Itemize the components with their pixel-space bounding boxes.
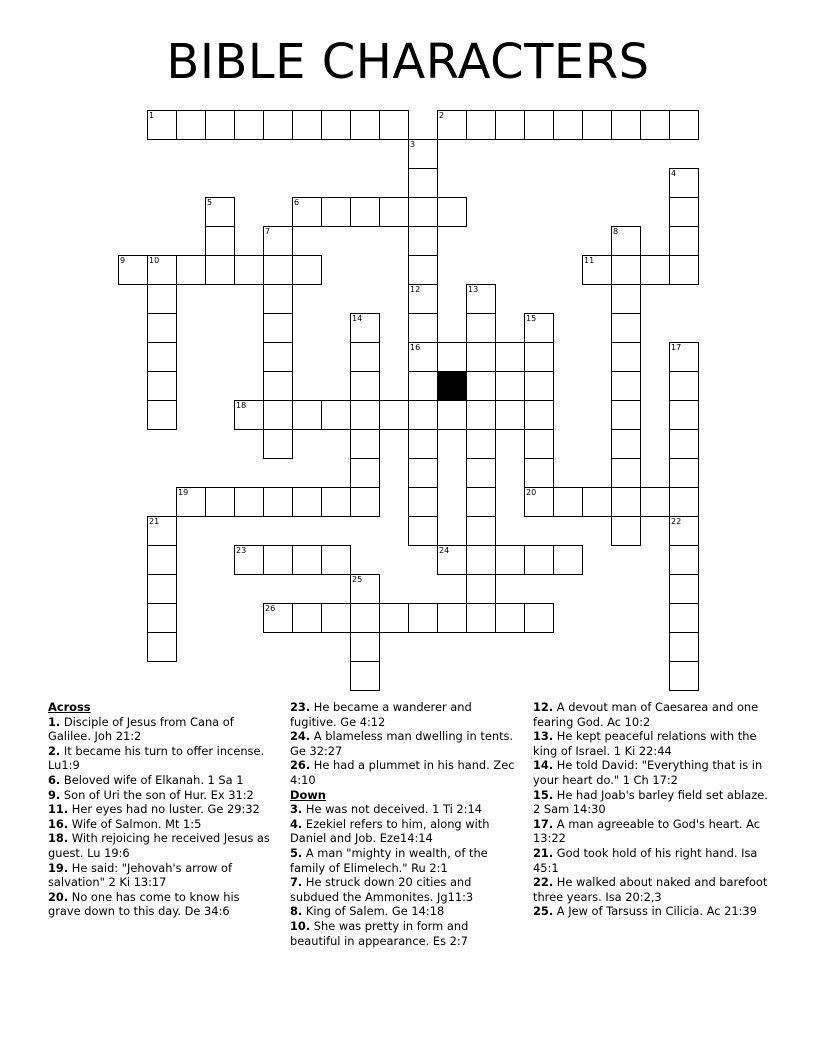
grid-cell[interactable]	[379, 110, 409, 140]
grid-cell[interactable]	[437, 342, 467, 372]
grid-cell[interactable]	[524, 429, 554, 459]
grid-cell[interactable]	[495, 545, 525, 575]
clue-item-number: 1.	[48, 714, 61, 729]
grid-cell[interactable]	[408, 255, 438, 285]
clue-item-number: 11.	[48, 802, 69, 817]
clue-number: 15	[526, 314, 537, 323]
grid-cell[interactable]	[669, 516, 699, 546]
clue-item-text: He had Joab's barley field set ablaze. 2 Sam 14:30	[533, 787, 768, 817]
grid-cell[interactable]	[437, 603, 467, 633]
clue-number: 17	[671, 343, 682, 352]
grid-cell[interactable]	[582, 110, 612, 140]
clue-item-number: 14.	[533, 758, 554, 773]
clue-item-number: 17.	[533, 816, 554, 831]
clue-item-text: He struck down 20 cities and subdued the Ammonites. Jg11:3	[290, 875, 474, 904]
grid-cell[interactable]	[669, 574, 699, 604]
grid-cell[interactable]	[495, 110, 525, 140]
clue-item-number: 25.	[533, 904, 554, 919]
grid-cell[interactable]	[611, 429, 641, 459]
clue-item-text: He kept peaceful relations with the king of Israel. 1 Ki 22:44	[533, 729, 757, 758]
grid-cell[interactable]	[292, 197, 322, 227]
grid-cell[interactable]	[408, 168, 438, 198]
clue-item-number: 3.	[290, 802, 303, 817]
clue-item	[48, 831, 273, 860]
grid-cell[interactable]	[466, 313, 496, 343]
clue-number: 21	[149, 517, 160, 526]
grid-cell[interactable]	[408, 458, 438, 488]
grid-cell[interactable]	[466, 371, 496, 401]
clue-number: 20	[526, 488, 537, 497]
clue-item-text: It became his turn to offer incense. Lu1:9	[48, 743, 265, 773]
grid-cell[interactable]	[582, 487, 612, 517]
clue-item	[290, 802, 515, 817]
grid-cell[interactable]	[582, 255, 612, 285]
clue-item	[48, 788, 273, 803]
clue-item-text: Ezekiel refers to him, along with Daniel and Job. Eze14:14	[290, 816, 490, 846]
grid-cell[interactable]	[408, 139, 438, 169]
clue-number: 1	[149, 111, 155, 120]
clue-item-number: 2.	[48, 743, 61, 758]
clue-item-number: 13.	[533, 729, 554, 744]
clue-item	[290, 817, 515, 846]
grid-cell[interactable]	[350, 429, 380, 459]
clue-item-text: A blameless man dwelling in tents. Ge 32:27	[290, 729, 514, 758]
grid-cell[interactable]	[205, 255, 235, 285]
clue-item-text: No one has come to know his grave down to this day. De 34:6	[48, 889, 240, 919]
clue-item-text: Beloved wife of Elkanah. 1 Sa 1	[60, 772, 244, 787]
grid-cell[interactable]	[669, 255, 699, 285]
grid-cell[interactable]	[292, 487, 322, 517]
clue-number: 26	[265, 604, 276, 613]
clue-item-number: 8.	[290, 904, 303, 919]
grid-cell[interactable]	[234, 487, 264, 517]
grid-cell[interactable]	[147, 371, 177, 401]
grid-cell[interactable]	[379, 603, 409, 633]
grid-cell[interactable]	[524, 400, 554, 430]
clue-item-text: A man "mighty in wealth, of the family of Elimelech." Ru 2:1	[290, 845, 488, 875]
grid-cell[interactable]	[524, 545, 554, 575]
grid-cell[interactable]	[466, 400, 496, 430]
grid-cell[interactable]	[669, 429, 699, 459]
grid-cell[interactable]	[147, 632, 177, 662]
clue-item	[290, 758, 515, 787]
grid-cell[interactable]	[640, 110, 670, 140]
grid-cell[interactable]	[466, 545, 496, 575]
clue-item	[290, 875, 515, 904]
grid-cell[interactable]	[466, 284, 496, 314]
grid-cell[interactable]	[263, 429, 293, 459]
grid-cell[interactable]	[408, 429, 438, 459]
grid-cell[interactable]	[292, 603, 322, 633]
clue-number: 11	[584, 256, 595, 265]
grid-cell[interactable]	[263, 342, 293, 372]
grid-cell[interactable]	[321, 110, 351, 140]
grid-cell[interactable]	[466, 429, 496, 459]
clue-number: 23	[236, 546, 247, 555]
grid-cell[interactable]	[495, 603, 525, 633]
clue-item	[48, 861, 273, 890]
grid-cell[interactable]	[263, 255, 293, 285]
grid-cell[interactable]	[147, 110, 177, 140]
clue-number: 18	[236, 401, 247, 410]
clue-item-text: With rejoicing he received Jesus as guest. Lu 19:6	[48, 831, 270, 860]
grid-cell[interactable]	[147, 574, 177, 604]
clue-item-number: 6.	[48, 772, 61, 787]
grid-cell[interactable]	[437, 197, 467, 227]
grid-cell[interactable]	[263, 110, 293, 140]
clue-number: 6	[294, 198, 300, 207]
clue-item-text: He walked about naked and barefoot three years. Isa 20:2,3	[533, 875, 768, 904]
grid-cell[interactable]	[524, 371, 554, 401]
grid-cell[interactable]	[292, 545, 322, 575]
clue-number: 16	[410, 343, 421, 352]
grid-cell[interactable]	[669, 661, 699, 691]
grid-cell[interactable]	[350, 661, 380, 691]
grid-cell[interactable]	[611, 342, 641, 372]
grid-cell[interactable]	[669, 458, 699, 488]
grid-cell[interactable]	[350, 487, 380, 517]
grid-cell[interactable]	[205, 197, 235, 227]
grid-cell[interactable]	[205, 226, 235, 256]
clue-item	[533, 700, 768, 729]
clue-item-number: 4.	[290, 816, 303, 831]
grid-cell[interactable]	[147, 313, 177, 343]
clue-item-text: Son of Uri the son of Hur. Ex 31:2	[60, 787, 254, 802]
clue-item	[48, 715, 273, 744]
clue-item-number: 9.	[48, 787, 61, 802]
grid-cell[interactable]	[147, 516, 177, 546]
grid-cell[interactable]	[350, 458, 380, 488]
grid-cell[interactable]	[350, 632, 380, 662]
grid-cell[interactable]	[176, 255, 206, 285]
grid-cell[interactable]	[263, 313, 293, 343]
clue-item	[290, 919, 515, 948]
clue-item-number: 22.	[533, 875, 554, 890]
clue-item-number: 21.	[533, 845, 554, 860]
grid-cell[interactable]	[611, 400, 641, 430]
clue-item	[533, 729, 768, 758]
grid-cell[interactable]	[408, 313, 438, 343]
clue-number: 25	[352, 575, 363, 584]
clue-item	[290, 904, 515, 919]
grid-cell[interactable]	[234, 545, 264, 575]
grid-cell[interactable]	[147, 284, 177, 314]
clue-number: 22	[671, 517, 682, 526]
grid-cell[interactable]	[234, 400, 264, 430]
clue-item-text: A man agreeable to God's heart. Ac 13:22	[533, 816, 761, 846]
grid-cell[interactable]	[669, 603, 699, 633]
grid-cell[interactable]	[466, 110, 496, 140]
clue-item-number: 24.	[290, 729, 311, 744]
grid-cell[interactable]	[263, 226, 293, 256]
clue-item	[48, 802, 273, 817]
clue-item-number: 5.	[290, 845, 303, 860]
clues-column-2	[290, 700, 515, 948]
grid-cell[interactable]	[437, 110, 467, 140]
grid-cell[interactable]	[147, 400, 177, 430]
grid-cell[interactable]	[466, 516, 496, 546]
grid-cell[interactable]	[234, 255, 264, 285]
clue-item-text: He told David: "Everything that is in your heart do." 1 Ch 17:2	[533, 758, 763, 787]
clue-number: 24	[439, 546, 450, 555]
grid-cell[interactable]	[611, 313, 641, 343]
grid-cell[interactable]	[524, 603, 554, 633]
clue-item-number: 18.	[48, 831, 69, 846]
clue-item-number: 10.	[290, 918, 311, 933]
grid-cell[interactable]	[669, 197, 699, 227]
grid-cell[interactable]	[350, 400, 380, 430]
grid-cell[interactable]	[466, 574, 496, 604]
clue-item-text: He became a wanderer and fugitive. Ge 4:12	[290, 700, 472, 729]
grid-cell[interactable]	[669, 342, 699, 372]
grid-cell[interactable]	[466, 603, 496, 633]
clue-item-text: Wife of Salmon. Mt 1:5	[68, 816, 202, 831]
grid-cell[interactable]	[524, 313, 554, 343]
grid-cell[interactable]	[321, 545, 351, 575]
grid-cell[interactable]	[669, 110, 699, 140]
down-heading: Down	[290, 787, 326, 802]
puzzle-title: BIBLE CHARACTERS	[166, 34, 650, 90]
grid-cell[interactable]	[669, 487, 699, 517]
grid-cell[interactable]	[379, 400, 409, 430]
clue-item	[48, 744, 273, 773]
clue-item	[533, 904, 768, 919]
grid-cell[interactable]	[611, 226, 641, 256]
grid-cell[interactable]	[669, 371, 699, 401]
grid-cell[interactable]	[350, 342, 380, 372]
clue-item	[533, 817, 768, 846]
clue-number: 9	[120, 256, 126, 265]
grid-cell[interactable]	[321, 197, 351, 227]
grid-cell[interactable]	[408, 197, 438, 227]
grid-cell[interactable]	[466, 487, 496, 517]
grid-cell[interactable]	[321, 487, 351, 517]
grid-cell[interactable]	[350, 603, 380, 633]
grid-cell[interactable]	[321, 400, 351, 430]
clue-item-text: She was pretty in form and beautiful in appearance. Es 2:7	[290, 918, 469, 948]
grid-cell[interactable]	[350, 371, 380, 401]
grid-cell[interactable]	[147, 603, 177, 633]
grid-cell[interactable]	[611, 371, 641, 401]
across-heading: Across	[48, 700, 91, 714]
clues-column-3	[533, 700, 768, 919]
clue-number: 7	[265, 227, 271, 236]
grid-cell[interactable]	[408, 371, 438, 401]
clue-item-number: 15.	[533, 787, 554, 802]
grid-cell[interactable]	[495, 400, 525, 430]
clue-item-text: Her eyes had no luster. Ge 29:32	[68, 802, 260, 817]
grid-cell[interactable]	[321, 603, 351, 633]
grid-cell[interactable]	[669, 168, 699, 198]
clue-item-text: A Jew of Tarsuss in Cilicia. Ac 21:39	[553, 904, 757, 919]
grid-cell[interactable]	[669, 400, 699, 430]
grid-cell[interactable]	[234, 110, 264, 140]
grid-cell[interactable]	[524, 487, 554, 517]
clue-item	[533, 846, 768, 875]
grid-cell[interactable]	[205, 487, 235, 517]
grid-cell[interactable]	[611, 458, 641, 488]
grid-cell[interactable]	[350, 197, 380, 227]
grid-cell[interactable]	[466, 458, 496, 488]
grid-cell[interactable]	[205, 110, 235, 140]
clue-item	[48, 773, 273, 788]
clue-number: 13	[468, 285, 479, 294]
grid-cell[interactable]	[263, 284, 293, 314]
grid-cell[interactable]	[147, 342, 177, 372]
clues-column-1	[48, 700, 273, 919]
grid-cell[interactable]	[350, 313, 380, 343]
clue-item-text: He had a plummet in his hand. Zec 4:10	[290, 758, 515, 787]
grid-cell[interactable]	[640, 255, 670, 285]
clue-number: 12	[410, 285, 421, 294]
grid-cell[interactable]	[669, 545, 699, 575]
grid-cell[interactable]	[611, 110, 641, 140]
grid-cell[interactable]	[669, 632, 699, 662]
clue-item-text: God took hold of his right hand. Isa 45:1	[533, 845, 758, 875]
clue-number: 19	[178, 488, 189, 497]
clue-item	[48, 890, 273, 919]
clue-item-text: He said: "Jehovah's arrow of salvation" 2 Ki 13:17	[48, 860, 232, 890]
clue-item	[290, 700, 515, 729]
clue-item-number: 23.	[290, 700, 311, 714]
clue-number: 8	[613, 227, 619, 236]
clue-item-number: 19.	[48, 860, 69, 875]
black-cell	[437, 371, 467, 401]
grid-cell[interactable]	[553, 545, 583, 575]
grid-cell[interactable]	[408, 400, 438, 430]
grid-cell[interactable]	[292, 110, 322, 140]
clue-item-number: 12.	[533, 700, 554, 714]
grid-cell[interactable]	[611, 487, 641, 517]
grid-cell[interactable]	[408, 603, 438, 633]
grid-cell[interactable]	[408, 487, 438, 517]
grid-cell[interactable]	[147, 545, 177, 575]
grid-cell[interactable]	[495, 342, 525, 372]
clue-number: 5	[207, 198, 213, 207]
grid-cell[interactable]	[263, 487, 293, 517]
clue-number: 3	[410, 140, 416, 149]
grid-cell[interactable]	[466, 342, 496, 372]
grid-cell[interactable]	[292, 255, 322, 285]
grid-cell[interactable]	[176, 110, 206, 140]
clue-item	[533, 758, 768, 787]
grid-cell[interactable]	[263, 400, 293, 430]
grid-cell[interactable]	[408, 342, 438, 372]
clue-item-number: 7.	[290, 875, 303, 890]
clue-item-text: A devout man of Caesarea and one fearing God. Ac 10:2	[533, 700, 759, 729]
grid-cell[interactable]	[176, 487, 206, 517]
clue-item-text: King of Salem. Ge 14:18	[302, 904, 445, 919]
clue-item	[48, 817, 273, 832]
grid-cell[interactable]	[263, 545, 293, 575]
grid-cell[interactable]	[524, 110, 554, 140]
grid-cell[interactable]	[611, 255, 641, 285]
grid-cell[interactable]	[640, 487, 670, 517]
grid-cell[interactable]	[611, 284, 641, 314]
grid-cell[interactable]	[553, 110, 583, 140]
grid-cell[interactable]	[147, 255, 177, 285]
clue-item	[533, 875, 768, 904]
grid-cell[interactable]	[292, 400, 322, 430]
clue-number: 14	[352, 314, 363, 323]
grid-cell[interactable]	[611, 516, 641, 546]
clue-item	[290, 846, 515, 875]
grid-cell[interactable]	[263, 603, 293, 633]
clue-item	[533, 788, 768, 817]
clue-item-number: 20.	[48, 889, 69, 904]
clue-item-text: He was not deceived. 1 Ti 2:14	[302, 802, 482, 817]
clue-number: 10	[149, 256, 160, 265]
grid-cell[interactable]	[408, 226, 438, 256]
clue-item-text: Disciple of Jesus from Cana of Galilee. Joh 21:2	[48, 714, 234, 744]
grid-cell[interactable]	[350, 110, 380, 140]
clue-item-number: 16.	[48, 816, 69, 831]
grid-cell[interactable]	[263, 371, 293, 401]
grid-cell[interactable]	[437, 545, 467, 575]
grid-cell[interactable]	[669, 226, 699, 256]
grid-cell[interactable]	[524, 342, 554, 372]
grid-cell[interactable]	[379, 197, 409, 227]
clue-number: 2	[439, 111, 445, 120]
grid-cell[interactable]	[350, 574, 380, 604]
grid-cell[interactable]	[437, 400, 467, 430]
grid-cell[interactable]	[553, 487, 583, 517]
clue-item	[290, 729, 515, 758]
grid-cell[interactable]	[408, 516, 438, 546]
clue-number: 4	[671, 169, 677, 178]
grid-cell[interactable]	[524, 458, 554, 488]
grid-cell[interactable]	[118, 255, 148, 285]
grid-cell[interactable]	[408, 284, 438, 314]
clue-item-number: 26.	[290, 758, 311, 773]
